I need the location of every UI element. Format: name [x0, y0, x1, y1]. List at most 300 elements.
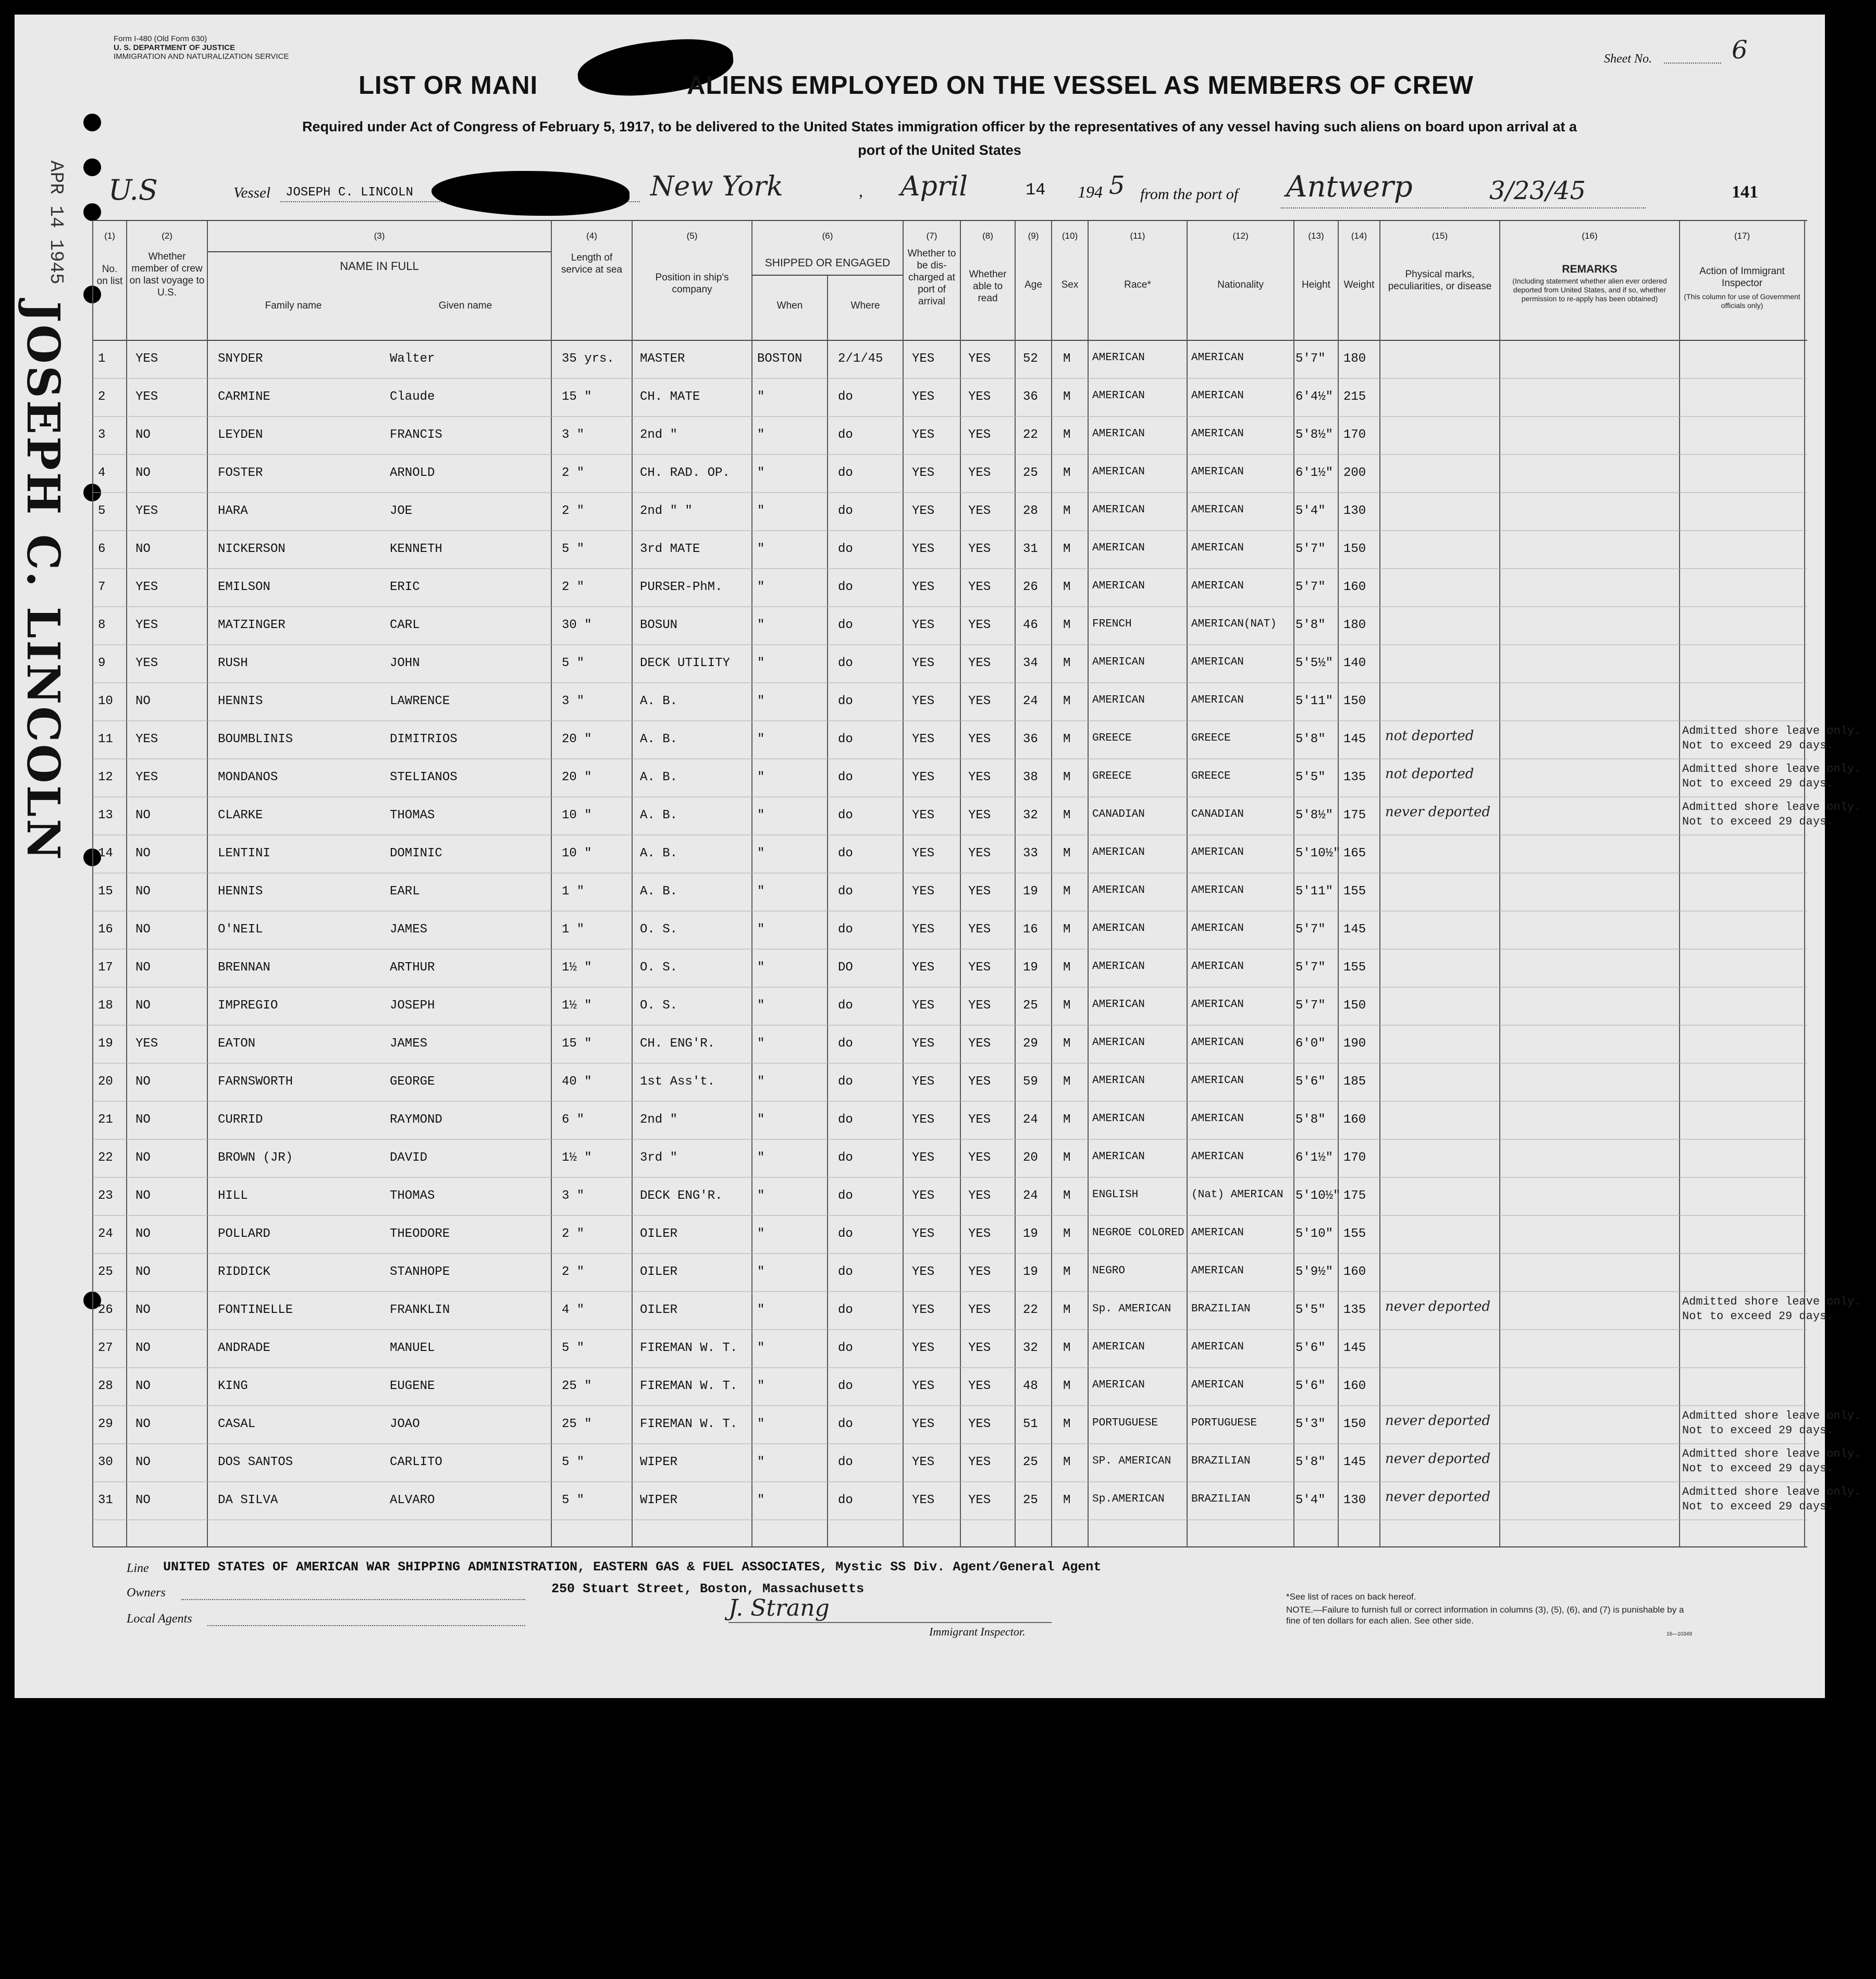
family-name-cell: BROWN (JR) — [218, 1151, 293, 1165]
race-cell: ENGLISH — [1092, 1189, 1139, 1201]
sex-cell: M — [1063, 466, 1071, 480]
length-of-service-cell: 25 " — [562, 1379, 592, 1393]
line-value: UNITED STATES OF AMERICAN WAR SHIPPING ADMINISTRATION, EASTERN GAS & FUEL ASSOCIATES, Mystic SS Div. Agent/General Agent — [163, 1559, 1102, 1575]
family-name-cell: RIDDICK — [218, 1265, 270, 1279]
row-number-cell: 8 — [98, 618, 106, 632]
height-cell: 5'8" — [1295, 618, 1326, 632]
col-head-remarks: REMARKS — [1562, 263, 1618, 275]
shipped-when-cell: " — [757, 1075, 765, 1089]
weight-cell: 145 — [1343, 923, 1366, 937]
family-name-cell: ANDRADE — [218, 1341, 270, 1355]
row-number-cell: 5 — [98, 504, 106, 518]
side-stamp-vessel: JOSEPH C. LINCOLN — [17, 301, 69, 862]
arrival-port: New York — [650, 171, 783, 202]
col-num-7: (7) — [926, 231, 937, 241]
able-to-read-cell: YES — [968, 846, 991, 861]
to-be-discharged-cell: YES — [912, 808, 935, 822]
length-of-service-cell: 20 " — [562, 770, 592, 784]
position-cell: 3rd MATE — [640, 542, 700, 556]
sex-cell: M — [1063, 884, 1071, 899]
given-name-cell: Walter — [390, 352, 435, 366]
position-cell: O. S. — [640, 961, 678, 975]
race-cell: AMERICAN — [1092, 999, 1145, 1011]
sex-cell: M — [1063, 1189, 1071, 1203]
position-cell: FIREMAN W. T. — [640, 1341, 738, 1355]
race-cell: AMERICAN — [1092, 542, 1145, 554]
col-head-remarks-sub: (Including statement whether alien ever ordered deported from United States, and if so, whether permission to re-apply has been obtained) — [1512, 277, 1667, 303]
height-cell: 5'5" — [1295, 770, 1326, 784]
nationality-cell: AMERICAN — [1191, 961, 1244, 973]
position-cell: BOSUN — [640, 618, 678, 632]
table-row — [93, 454, 1807, 493]
given-name-cell: LAWRENCE — [390, 694, 450, 708]
col-head-height: Height — [1302, 279, 1330, 290]
nationality-cell: AMERICAN — [1191, 656, 1244, 668]
shipped-when-cell: " — [757, 1455, 765, 1469]
shipped-where-cell: do — [838, 1493, 853, 1507]
given-name-cell: CARLITO — [390, 1455, 442, 1469]
position-cell: A. B. — [640, 846, 678, 861]
height-cell: 5'7" — [1295, 352, 1326, 366]
length-of-service-cell: 2 " — [562, 1265, 585, 1279]
given-name-cell: FRANKLIN — [390, 1303, 450, 1317]
given-name-cell: JAMES — [390, 923, 428, 937]
able-to-read-cell: YES — [968, 466, 991, 480]
height-cell: 6'0" — [1295, 1037, 1326, 1051]
title-left: LIST OR MANI — [359, 71, 538, 100]
able-to-read-cell: YES — [968, 542, 991, 556]
to-be-discharged-cell: YES — [912, 846, 935, 861]
able-to-read-cell: YES — [968, 923, 991, 937]
col-num-13: (13) — [1308, 231, 1324, 241]
length-of-service-cell: 2 " — [562, 466, 585, 480]
given-name-cell: MANUEL — [390, 1341, 435, 1355]
sex-cell: M — [1063, 618, 1071, 632]
member-last-voyage-cell: NO — [135, 694, 151, 708]
nationality-cell: AMERICAN — [1191, 1265, 1244, 1277]
member-last-voyage-cell: NO — [135, 1189, 151, 1203]
weight-cell: 200 — [1343, 466, 1366, 480]
to-be-discharged-cell: YES — [912, 618, 935, 632]
height-cell: 5'7" — [1295, 542, 1326, 556]
nationality-cell: AMERICAN — [1191, 923, 1244, 935]
weight-cell: 170 — [1343, 1151, 1366, 1165]
able-to-read-cell: YES — [968, 1265, 991, 1279]
position-cell: 1st Ass't. — [640, 1075, 715, 1089]
line-label: Line — [127, 1562, 149, 1575]
shipped-where-cell: do — [838, 694, 853, 708]
member-last-voyage-cell: YES — [135, 732, 158, 746]
length-of-service-cell: 5 " — [562, 656, 585, 670]
able-to-read-cell: YES — [968, 390, 991, 404]
shipped-when-cell: " — [757, 1493, 765, 1507]
table-row — [93, 911, 1807, 949]
shipped-when-cell: " — [757, 1227, 765, 1241]
height-cell: 5'8" — [1295, 732, 1326, 746]
sheet-no-line — [1664, 63, 1721, 64]
sex-cell: M — [1063, 770, 1071, 784]
shipped-where-cell: do — [838, 770, 853, 784]
given-name-cell: ARTHUR — [390, 961, 435, 975]
age-cell: 28 — [1023, 504, 1038, 518]
height-cell: 5'8" — [1295, 1113, 1326, 1127]
member-last-voyage-cell: YES — [135, 504, 158, 518]
shipped-where-cell: do — [838, 618, 853, 632]
able-to-read-cell: YES — [968, 1075, 991, 1089]
races-note: *See list of races on back hereof. — [1286, 1592, 1416, 1602]
length-of-service-cell: 1½ " — [562, 961, 592, 975]
position-cell: FIREMAN W. T. — [640, 1379, 738, 1393]
race-cell: Sp. AMERICAN — [1092, 1303, 1171, 1315]
height-cell: 5'4" — [1295, 504, 1326, 518]
shipped-where-cell: do — [838, 808, 853, 822]
physical-marks-cell: never deported — [1385, 1299, 1491, 1314]
col-head-nationality: Nationality — [1217, 279, 1264, 290]
shipped-when-cell: " — [757, 1037, 765, 1051]
sheet-label: Sheet No. — [1604, 52, 1652, 66]
race-cell: AMERICAN — [1092, 1075, 1145, 1087]
able-to-read-cell: YES — [968, 1493, 991, 1507]
punch-hole — [83, 203, 101, 221]
physical-marks-cell: never deported — [1385, 804, 1491, 820]
local-agents-label: Local Agents — [127, 1612, 192, 1626]
to-be-discharged-cell: YES — [912, 999, 935, 1013]
nationality-cell: AMERICAN — [1191, 542, 1244, 554]
col-num-17: (17) — [1734, 231, 1750, 241]
col-head-weight: Weight — [1343, 279, 1375, 290]
sex-cell: M — [1063, 1151, 1071, 1165]
family-name-cell: HARA — [218, 504, 248, 518]
from-port: Antwerp — [1286, 170, 1413, 204]
shipped-when-cell: " — [757, 999, 765, 1013]
row-number-cell: 19 — [98, 1037, 113, 1051]
shipped-where-cell: do — [838, 1189, 853, 1203]
position-cell: WIPER — [640, 1455, 678, 1469]
to-be-discharged-cell: YES — [912, 656, 935, 670]
row-number-cell: 26 — [98, 1303, 113, 1317]
position-cell: OILER — [640, 1227, 678, 1241]
member-last-voyage-cell: NO — [135, 466, 151, 480]
height-cell: 5'10" — [1295, 1227, 1334, 1241]
to-be-discharged-cell: YES — [912, 923, 935, 937]
given-name-cell: FRANCIS — [390, 428, 442, 442]
shipped-when-cell: " — [757, 884, 765, 899]
shipped-where-cell: do — [838, 656, 853, 670]
shipped-when-cell: " — [757, 808, 765, 822]
shipped-where-cell: do — [838, 999, 853, 1013]
race-cell: AMERICAN — [1092, 428, 1145, 440]
nationality-cell: AMERICAN — [1191, 999, 1244, 1011]
height-cell: 5'5½" — [1295, 656, 1334, 670]
member-last-voyage-cell: NO — [135, 1341, 151, 1355]
given-name-cell: ERIC — [390, 580, 420, 594]
member-last-voyage-cell: NO — [135, 1417, 151, 1431]
age-cell: 36 — [1023, 390, 1038, 404]
nationality-cell: AMERICAN — [1191, 390, 1244, 402]
shipped-where-cell: do — [838, 1037, 853, 1051]
family-name-cell: CURRID — [218, 1113, 263, 1127]
member-last-voyage-cell: NO — [135, 923, 151, 937]
row-number-cell: 1 — [98, 352, 106, 366]
member-last-voyage-cell: NO — [135, 1265, 151, 1279]
to-be-discharged-cell: YES — [912, 1417, 935, 1431]
able-to-read-cell: YES — [968, 999, 991, 1013]
owner-address: 250 Stuart Street, Boston, Massachusetts — [551, 1581, 865, 1596]
position-cell: WIPER — [640, 1493, 678, 1507]
family-name-cell: HENNIS — [218, 694, 263, 708]
row-number-cell: 24 — [98, 1227, 113, 1241]
nationality-cell: GREECE — [1191, 732, 1231, 744]
punch-hole — [83, 114, 101, 131]
given-name-cell: STELIANOS — [390, 770, 458, 784]
sex-cell: M — [1063, 656, 1071, 670]
able-to-read-cell: YES — [968, 1151, 991, 1165]
given-name-cell: DIMITRIOS — [390, 732, 458, 746]
able-to-read-cell: YES — [968, 961, 991, 975]
given-name-cell: JOE — [390, 504, 413, 518]
col-head-no: No. on list — [96, 264, 123, 287]
fine-note: NOTE.—Failure to furnish full or correct information in columns (3), (5), (6), and (7) is punishable by a fine of ten dollars for each alien. See other side. — [1286, 1605, 1684, 1626]
to-be-discharged-cell: YES — [912, 770, 935, 784]
given-name-cell: THOMAS — [390, 808, 435, 822]
able-to-read-cell: YES — [968, 1379, 991, 1393]
shipped-when-cell: " — [757, 846, 765, 861]
able-to-read-cell: YES — [968, 1455, 991, 1469]
col-num-12: (12) — [1232, 231, 1249, 241]
nationality-cell: AMERICAN — [1191, 466, 1244, 478]
inspector-action-cell: Admitted shore leave only. Not to exceed 29 days. — [1682, 763, 1861, 790]
weight-cell: 155 — [1343, 961, 1366, 975]
nationality-cell: AMERICAN — [1191, 1037, 1244, 1049]
family-name-cell: O'NEIL — [218, 923, 263, 937]
age-cell: 24 — [1023, 694, 1038, 708]
position-cell: FIREMAN W. T. — [640, 1417, 738, 1431]
height-cell: 5'6" — [1295, 1341, 1326, 1355]
col-num-3: (3) — [374, 231, 385, 241]
col-head-sex: Sex — [1061, 279, 1079, 290]
length-of-service-cell: 10 " — [562, 846, 592, 861]
row-number-cell: 12 — [98, 770, 113, 784]
age-cell: 16 — [1023, 923, 1038, 937]
age-cell: 22 — [1023, 428, 1038, 442]
shipped-where-cell: do — [838, 466, 853, 480]
able-to-read-cell: YES — [968, 1227, 991, 1241]
row-number-cell: 27 — [98, 1341, 113, 1355]
year-suffix: 5 — [1109, 171, 1125, 200]
able-to-read-cell: YES — [968, 1341, 991, 1355]
sex-cell: M — [1063, 1075, 1071, 1089]
given-name-cell: GEORGE — [390, 1075, 435, 1089]
vessel-prefix: U.S — [108, 174, 158, 206]
shipped-where-cell: do — [838, 1075, 853, 1089]
given-name-cell: EUGENE — [390, 1379, 435, 1393]
inspector-label: Immigrant Inspector. — [929, 1625, 1026, 1638]
nationality-cell: AMERICAN — [1191, 694, 1244, 706]
weight-cell: 130 — [1343, 504, 1366, 518]
col-num-10: (10) — [1062, 231, 1078, 241]
member-last-voyage-cell: YES — [135, 580, 158, 594]
weight-cell: 155 — [1343, 884, 1366, 899]
member-last-voyage-cell: NO — [135, 1151, 151, 1165]
family-name-cell: POLLARD — [218, 1227, 270, 1241]
weight-cell: 180 — [1343, 618, 1366, 632]
shipped-where-cell: do — [838, 1303, 853, 1317]
nationality-cell: AMERICAN — [1191, 504, 1244, 516]
member-last-voyage-cell: YES — [135, 390, 158, 404]
row-number-cell: 29 — [98, 1417, 113, 1431]
subtitle-line2: port of the United States — [858, 142, 1021, 158]
length-of-service-cell: 1 " — [562, 923, 585, 937]
col-head-race: Race* — [1124, 279, 1151, 290]
shipped-where-cell: do — [838, 390, 853, 404]
to-be-discharged-cell: YES — [912, 1189, 935, 1203]
sex-cell: M — [1063, 1037, 1071, 1051]
race-cell: AMERICAN — [1092, 1341, 1145, 1353]
sex-cell: M — [1063, 542, 1071, 556]
shipped-when-cell: " — [757, 1303, 765, 1317]
family-name-cell: CARMINE — [218, 390, 270, 404]
age-cell: 22 — [1023, 1303, 1038, 1317]
shipped-when-cell: " — [757, 1265, 765, 1279]
col-num-8: (8) — [982, 231, 993, 241]
position-cell: CH. ENG'R. — [640, 1037, 715, 1051]
nationality-cell: BRAZILIAN — [1191, 1303, 1251, 1315]
col-head-family: Family name — [265, 300, 322, 311]
member-last-voyage-cell: NO — [135, 428, 151, 442]
member-last-voyage-cell: NO — [135, 999, 151, 1013]
family-name-cell: FOSTER — [218, 466, 263, 480]
to-be-discharged-cell: YES — [912, 390, 935, 404]
shipped-when-cell: " — [757, 1189, 765, 1203]
position-cell: CH. RAD. OP. — [640, 466, 730, 480]
given-name-cell: RAYMOND — [390, 1113, 442, 1127]
shipped-when-cell: " — [757, 923, 765, 937]
row-number-cell: 20 — [98, 1075, 113, 1089]
shipped-where-cell: do — [838, 884, 853, 899]
shipped-when-cell: " — [757, 694, 765, 708]
physical-marks-cell: never deported — [1385, 1489, 1491, 1505]
shipped-where-cell: do — [838, 1455, 853, 1469]
height-cell: 6'1½" — [1295, 466, 1334, 480]
row-number-cell: 18 — [98, 999, 113, 1013]
race-cell: AMERICAN — [1092, 1037, 1145, 1049]
family-name-cell: FONTINELLE — [218, 1303, 293, 1317]
age-cell: 46 — [1023, 618, 1038, 632]
sex-cell: M — [1063, 1227, 1071, 1241]
age-cell: 19 — [1023, 961, 1038, 975]
race-cell: AMERICAN — [1092, 694, 1145, 706]
to-be-discharged-cell: YES — [912, 1037, 935, 1051]
signature-line — [729, 1622, 1052, 1623]
to-be-discharged-cell: YES — [912, 1455, 935, 1469]
age-cell: 48 — [1023, 1379, 1038, 1393]
race-cell: AMERICAN — [1092, 1379, 1145, 1391]
shipped-where-cell: do — [838, 542, 853, 556]
shipped-where-cell: do — [838, 504, 853, 518]
shipped-where-cell: do — [838, 1227, 853, 1241]
age-cell: 19 — [1023, 1265, 1038, 1279]
nationality-cell: BRAZILIAN — [1191, 1493, 1251, 1505]
nationality-cell: GREECE — [1191, 770, 1231, 782]
shipped-when-cell: " — [757, 618, 765, 632]
race-cell: NEGROE COLORED — [1092, 1227, 1184, 1239]
table-row — [93, 340, 1807, 378]
given-name-cell: JOSEPH — [390, 999, 435, 1013]
race-cell: CANADIAN — [1092, 808, 1145, 820]
table-row — [93, 1101, 1807, 1139]
race-cell: AMERICAN — [1092, 352, 1145, 364]
height-cell: 5'10½" — [1295, 1189, 1341, 1203]
family-name-cell: EMILSON — [218, 580, 270, 594]
sex-cell: M — [1063, 1265, 1071, 1279]
shipped-when-cell: " — [757, 1341, 765, 1355]
inspector-signature: J. Strang — [729, 1595, 830, 1621]
given-name-cell: Claude — [390, 390, 435, 404]
able-to-read-cell: YES — [968, 1037, 991, 1051]
race-cell: FRENCH — [1092, 618, 1132, 630]
col-num-14: (14) — [1351, 231, 1367, 241]
height-cell: 5'4" — [1295, 1493, 1326, 1507]
to-be-discharged-cell: YES — [912, 352, 935, 366]
row-number-cell: 14 — [98, 846, 113, 861]
inspector-action-cell: Admitted shore leave only. Not to exceed 29 days. — [1682, 724, 1861, 752]
able-to-read-cell: YES — [968, 884, 991, 899]
col-head-action-sub: (This column for use of Government officials only) — [1684, 292, 1800, 310]
col-num-5: (5) — [686, 231, 698, 241]
age-cell: 25 — [1023, 1493, 1038, 1507]
length-of-service-cell: 5 " — [562, 542, 585, 556]
nationality-cell: AMERICAN — [1191, 352, 1244, 364]
col-head-member: Whether member of crew on last voyage to U.S. — [129, 251, 205, 298]
punch-hole — [83, 158, 101, 176]
sex-cell: M — [1063, 1455, 1071, 1469]
shipped-where-cell: do — [838, 1417, 853, 1431]
shipped-when-cell: " — [757, 1151, 765, 1165]
able-to-read-cell: YES — [968, 694, 991, 708]
age-cell: 32 — [1023, 1341, 1038, 1355]
length-of-service-cell: 6 " — [562, 1113, 585, 1127]
row-number-cell: 10 — [98, 694, 113, 708]
shipped-where-cell: 2/1/45 — [838, 352, 883, 366]
age-cell: 19 — [1023, 884, 1038, 899]
subtitle-line1: Required under Act of Congress of February 5, 1917, to be delivered to the United States immigration officer by the representatives of any vessel having such aliens on board upon arrival at a — [302, 119, 1577, 134]
row-number-cell: 17 — [98, 961, 113, 975]
position-cell: 2nd " — [640, 428, 678, 442]
able-to-read-cell: YES — [968, 352, 991, 366]
length-of-service-cell: 5 " — [562, 1493, 585, 1507]
table-row — [93, 645, 1807, 683]
weight-cell: 180 — [1343, 352, 1366, 366]
family-name-cell: MATZINGER — [218, 618, 286, 632]
table-row — [93, 987, 1807, 1025]
nationality-cell: PORTUGUESE — [1191, 1417, 1257, 1429]
table-row — [93, 683, 1807, 721]
given-name-cell: DOMINIC — [390, 846, 442, 861]
local-agents-line — [207, 1625, 525, 1626]
race-cell: AMERICAN — [1092, 884, 1145, 896]
nationality-cell: AMERICAN — [1191, 1075, 1244, 1087]
vessel-name: JOSEPH C. LINCOLN — [286, 186, 413, 200]
table-row — [93, 759, 1861, 797]
able-to-read-cell: YES — [968, 770, 991, 784]
col-head-physical: Physical marks, peculiarities, or disease — [1388, 269, 1492, 292]
race-cell: AMERICAN — [1092, 1151, 1145, 1163]
position-cell: 3rd " — [640, 1151, 678, 1165]
sex-cell: M — [1063, 1493, 1071, 1507]
row-number-cell: 15 — [98, 884, 113, 899]
nationality-cell: AMERICAN — [1191, 1341, 1244, 1353]
weight-cell: 145 — [1343, 1341, 1366, 1355]
